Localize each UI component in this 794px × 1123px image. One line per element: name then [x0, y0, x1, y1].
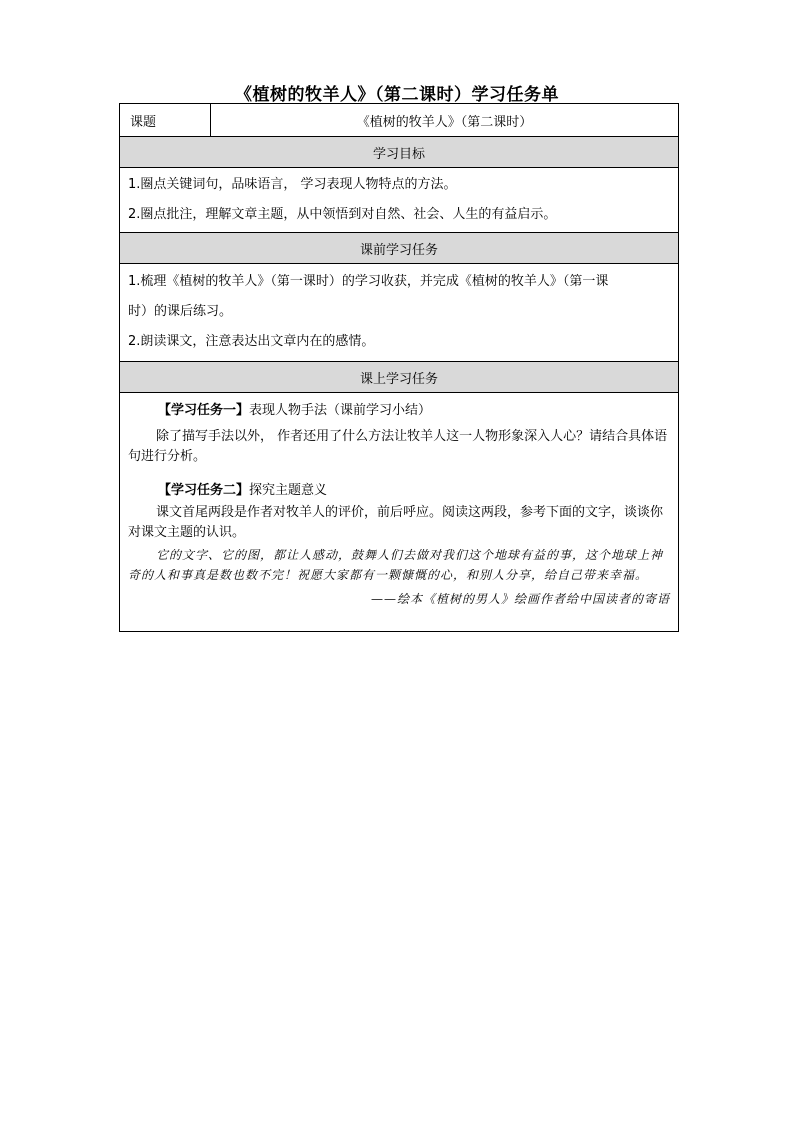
task-1-prompt: 除了描写手法以外， 作者还用了什么方法让牧羊人这一人物形象深入人心？请结合具体语句进行分析。 — [128, 429, 668, 464]
objective-item: 1.圈点关键词句，品味语言， 学习表现人物特点的方法。 — [128, 177, 457, 192]
objectives-heading-row — [120, 137, 679, 168]
inclass-heading-row — [120, 362, 679, 393]
inclass-row — [120, 393, 679, 632]
task-2-prompt: 课文首尾两段是作者对牧羊人的评价，前后呼应。阅读这两段，参考下面的文字，谈谈你对课文主题的认识。 — [128, 505, 664, 540]
task-1-heading — [128, 401, 670, 421]
preclass-item-1-line-2: 时）的课后练习。 — [128, 304, 233, 319]
task-2-quote-source: ——绘本《植树的男人》绘画作者给中国读者的寄语 — [370, 592, 670, 606]
objectives-cell — [120, 168, 679, 233]
inclass-cell — [120, 393, 679, 632]
objectives-heading: 学习目标 — [120, 137, 679, 168]
task-1-title: 表现人物手法（课前学习小结） — [249, 403, 432, 418]
preclass-item-2: 2.朗读课文，注意表达出文章内在的感情。 — [128, 334, 375, 349]
task-2-tag: 【学习任务二】 — [158, 483, 250, 498]
page-title: 《植树的牧羊人》（第二课时）学习任务单 — [235, 85, 559, 105]
topic-row — [120, 104, 679, 137]
preclass-heading: 课前学习任务 — [120, 233, 679, 264]
task-2-title: 探究主题意义 — [249, 483, 328, 498]
task-sheet-table — [119, 103, 679, 632]
task-1-tag: 【学习任务一】 — [158, 403, 250, 418]
objectives-row — [120, 168, 679, 233]
preclass-row — [120, 264, 679, 362]
topic-label: 课题 — [120, 104, 211, 137]
task-2-heading — [128, 481, 670, 501]
topic-value: 《植树的牧羊人》（第二课时） — [211, 104, 679, 137]
objective-item: 2.圈点批注，理解文章主题，从中领悟到对自然、社会、人生的有益启示。 — [128, 207, 557, 222]
inclass-heading: 课上学习任务 — [120, 362, 679, 393]
preclass-heading-row — [120, 233, 679, 264]
preclass-item-1-line-1: 1.梳理《植树的牧羊人》（第一课时）的学习收获，并完成《植树的牧羊人》（第一课 — [128, 274, 609, 289]
task-2-quote: 它的文字、它的图，都让人感动，鼓舞人们去做对我们这个地球有益的事，这个地球上神奇的人和事真是数也数不完！祝愿大家都有一颗慷慨的心，和别人分享，给自己带来幸福。 — [128, 548, 664, 582]
preclass-cell — [120, 264, 679, 362]
